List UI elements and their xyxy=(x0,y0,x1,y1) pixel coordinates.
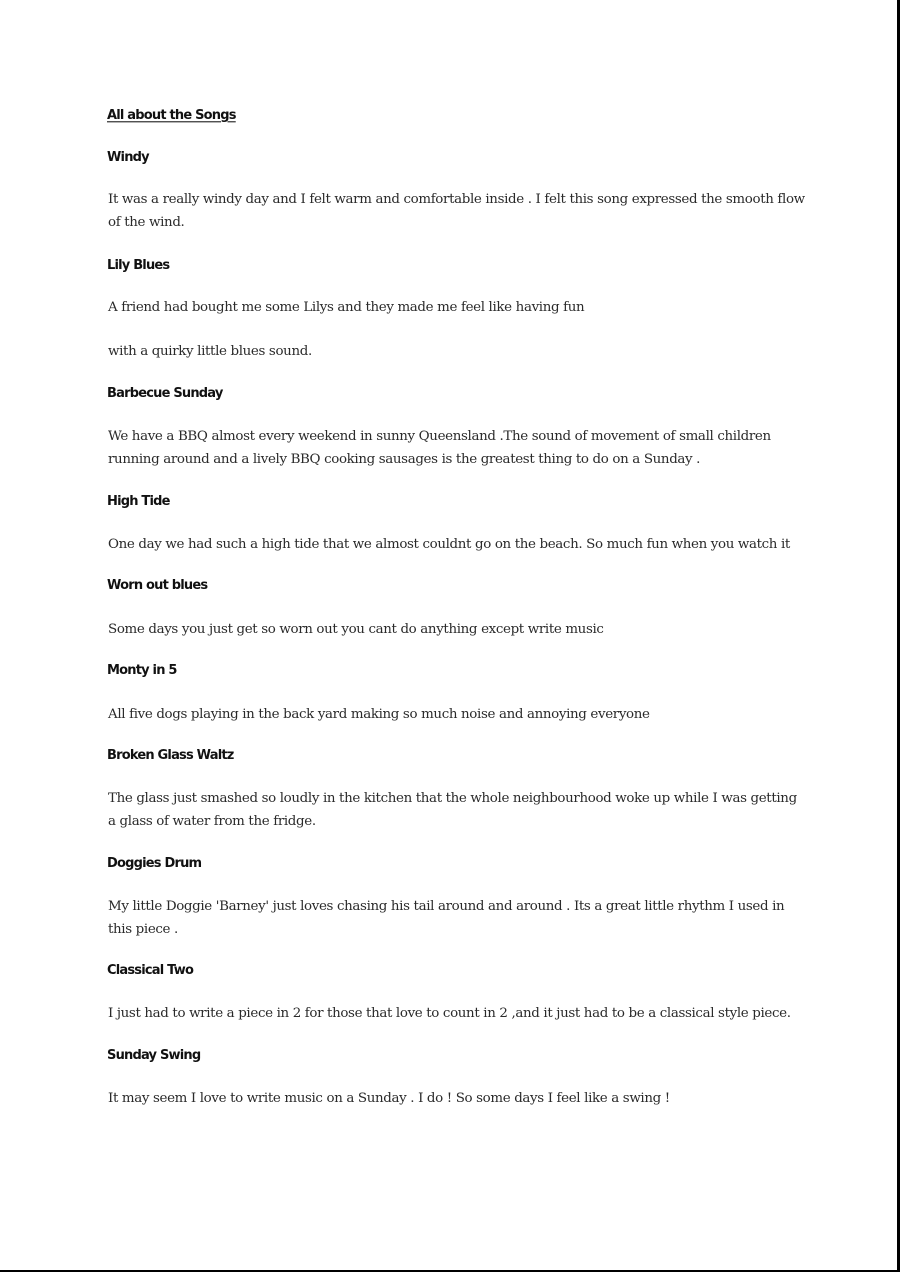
song-title-doggies-drum: Doggies Drum xyxy=(107,856,202,871)
song-title-barbecue-sunday: Barbecue Sunday xyxy=(107,386,223,401)
song-description-classical-two: I just had to write a piece in 2 for those that love to count in 2 ,and it just had to be a classical style piece. xyxy=(108,1006,791,1021)
song-description-lily-blues-2: with a quirky little blues sound. xyxy=(108,344,312,359)
document-heading: All about the Songs xyxy=(107,107,236,124)
song-description-broken-glass-waltz: The glass just smashed so loudly in the kitchen that the whole neighbourhood woke up while I was getting a glass of water from the fridge. xyxy=(108,791,797,829)
song-description-worn-out-blues: Some days you just get so worn out you cant do anything except write music xyxy=(108,622,604,637)
song-description-windy: It was a really windy day and I felt warm and comfortable inside . I felt this song expressed the smooth flow of the wind. xyxy=(108,192,805,230)
song-description-monty-in-5: All five dogs playing in the back yard making so much noise and annoying everyone xyxy=(108,707,650,722)
song-title-sunday-swing: Sunday Swing xyxy=(107,1048,201,1063)
song-title-broken-glass-waltz: Broken Glass Waltz xyxy=(107,748,234,763)
song-description-high-tide: One day we had such a high tide that we almost couldnt go on the beach. So much fun when you watch it xyxy=(108,537,790,552)
song-title-worn-out-blues: Worn out blues xyxy=(107,578,208,593)
song-description-sunday-swing: It may seem I love to write music on a Sunday . I do ! So some days I feel like a swing ! xyxy=(108,1091,670,1106)
song-title-lily-blues: Lily Blues xyxy=(107,258,170,273)
song-description-doggies-drum: My little Doggie 'Barney' just loves chasing his tail around and around . Its a great little rhythm I used in this piece . xyxy=(108,899,785,937)
song-description-lily-blues-1: A friend had bought me some Lilys and they made me feel like having fun xyxy=(108,300,585,315)
song-title-monty-in-5: Monty in 5 xyxy=(107,663,177,678)
song-title-windy: Windy xyxy=(107,150,149,165)
song-title-classical-two: Classical Two xyxy=(107,963,194,978)
song-description-barbecue-sunday: We have a BBQ almost every weekend in sunny Queensland .The sound of movement of small children running around and a lively BBQ cooking sausages is the greatest thing to do on a Sunday . xyxy=(108,429,771,467)
song-title-high-tide: High Tide xyxy=(107,494,170,509)
